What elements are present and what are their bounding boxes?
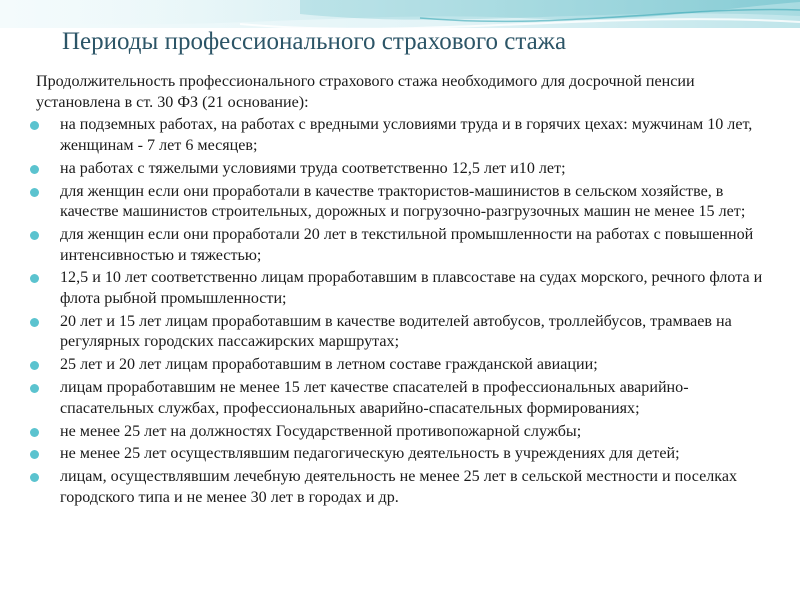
- bullet-icon: [30, 428, 39, 437]
- bullet-text: 12,5 и 10 лет соответственно лицам проработавшим в плавсоставе на судах морского, речного флота и флота рыбной промышленности;: [60, 269, 763, 307]
- bullet-text: для женщин если они проработали в качестве трактористов-машинистов в сельском хозяйстве, в качестве машинистов строительных, дорожных и погрузочно-разгрузочных машин не менее 15 лет;: [60, 182, 746, 221]
- bullet-text: для женщин если они проработали 20 лет в текстильной промышленности на работах с повышенной интенсивностью и тяжестью;: [60, 226, 754, 264]
- bullet-item: [28, 268, 778, 309]
- bullet-list: [28, 115, 778, 508]
- bullet-icon: [30, 318, 39, 327]
- bullet-icon: [30, 188, 39, 197]
- bullet-text: лицам проработавшим не менее 15 лет качестве спасателей в профессиональных аварийно-спасательных службах, профессиональных аварийно-спасательных формированиях;: [60, 379, 689, 417]
- bullet-item: [28, 115, 778, 156]
- bullet-item: [28, 378, 778, 419]
- bullet-text: 25 лет и 20 лет лицам проработавшим в летном составе гражданской авиации;: [60, 356, 598, 374]
- bullet-text: не менее 25 лет на должностях Государственной противопожарной службы;: [60, 422, 582, 440]
- bullet-icon: [30, 231, 39, 240]
- bullet-icon: [30, 274, 39, 283]
- bullet-item: [28, 444, 778, 465]
- bullet-item: [28, 159, 778, 180]
- bullet-item: [28, 182, 778, 223]
- bullet-icon: [30, 473, 39, 482]
- bullet-text: на работах с тяжелыми условиями труда соответственно 12,5 лет и10 лет;: [60, 159, 566, 177]
- slide-body: [28, 72, 778, 508]
- bullet-icon: [30, 450, 39, 459]
- bullet-text: на подземных работах, на работах с вредными условиями труда и в горячих цехах: мужчинам 10 лет, женщинам - 7 лет 6 месяцев;: [60, 116, 753, 154]
- bullet-item: [28, 312, 778, 353]
- bullet-icon: [30, 121, 39, 130]
- bullet-text: не менее 25 лет осуществлявшим педагогическую деятельность в учреждениях для детей;: [60, 445, 680, 463]
- bullet-item: [28, 422, 778, 443]
- bullet-item: [28, 467, 778, 508]
- bullet-item: [28, 355, 778, 376]
- bullet-icon: [30, 361, 39, 370]
- bullet-icon: [30, 165, 39, 174]
- bullet-icon: [30, 384, 39, 393]
- bullet-text: 20 лет и 15 лет лицам проработавшим в качестве водителей автобусов, троллейбусов, трамваев на регулярных городских пассажирских маршрутах;: [60, 312, 732, 351]
- slide-title: Периоды профессионального страхового стажа: [62, 28, 567, 55]
- bullet-item: [28, 225, 778, 266]
- bullet-text: лицам, осуществлявшим лечебную деятельность не менее 25 лет в сельской местности и поселках городского типа и не менее 30 лет в городах и др.: [60, 468, 738, 506]
- intro-paragraph: Продолжительность профессионального страхового стажа необходимого для досрочной пенсии установлена в ст. 30 ФЗ (21 основание):: [36, 73, 695, 111]
